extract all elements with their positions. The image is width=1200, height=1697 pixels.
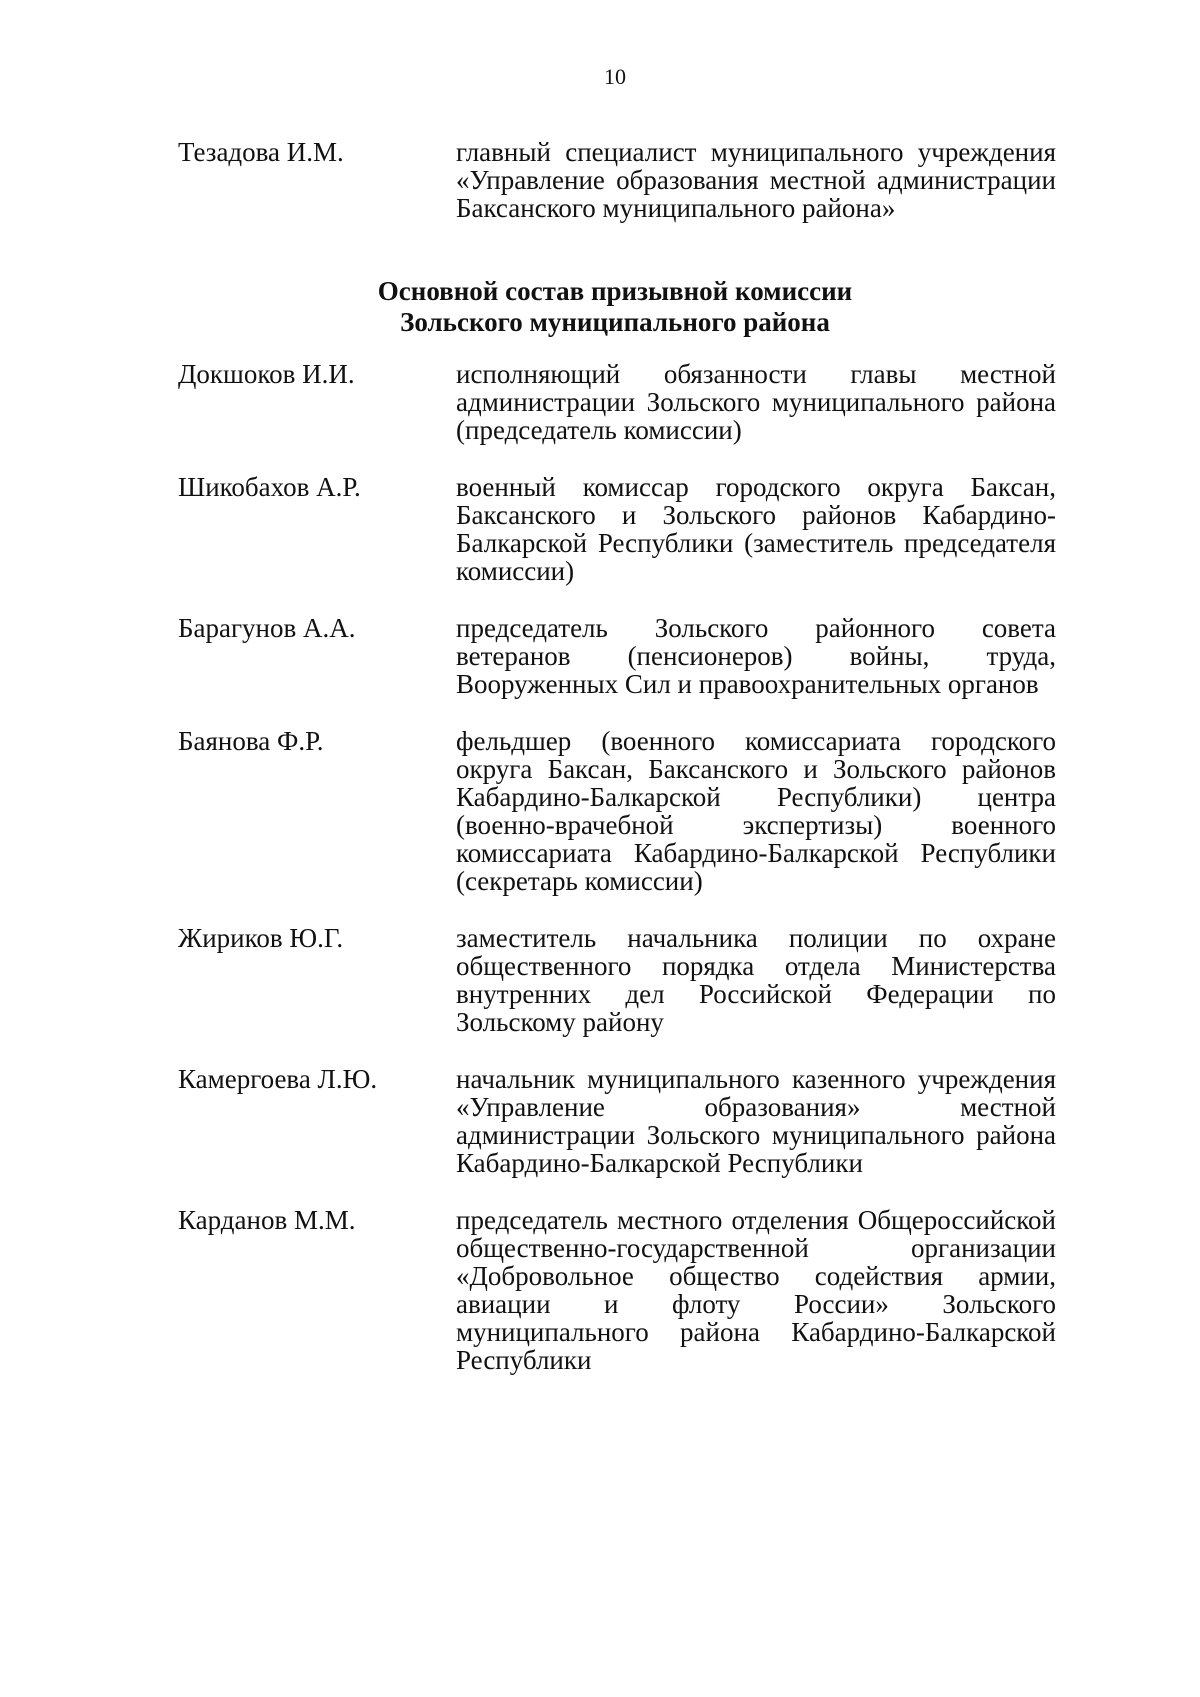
member-name: Барагунов А.А. [178,613,356,643]
member-name: Тезадова И.М. [178,137,344,167]
section-title [0,276,1200,338]
member-role: главный специалист муниципального учреждения «Управление образования местной администрации Баксанского муниципального района» [456,137,1056,223]
member-name: Шикобахов А.Р. [178,472,361,502]
member-role: исполняющий обязанности главы местной администрации Зольского муниципального района (председатель комиссии) [456,359,1056,445]
member-entry [178,727,1056,895]
member-role: фельдшер (военного комиссариата городского округа Баксан, Баксанского и Зольского районов Кабардино-Балкарской Республики) центра (военно-врачебной экспертизы) военного комиссариата Кабардино-Балкарской Республики (секретарь комиссии) [456,726,1056,896]
member-entry [178,614,1056,698]
member-role: начальник муниципального казенного учреждения «Управление образования» местной администрации Зольского муниципального района Кабардино-Балкарской Республики [456,1064,1056,1178]
member-role: военный комиссар городского округа Баксан, Баксанского и Зольского районов Кабардино-Балкарской Республики (заместитель председателя комиссии) [456,472,1056,586]
section-title-line-1: Основной состав призывной комиссии [377,276,853,306]
member-role: председатель Зольского районного совета ветеранов (пенсионеров) войны, труда, Вооруженных Сил и правоохранительных органов [456,613,1056,699]
members-list [178,360,1056,1403]
member-name: Камергоева Л.Ю. [178,1064,378,1094]
section-title-line-2: Зольского муниципального района [400,307,830,337]
page-number: 10 [604,64,626,89]
member-name: Докшоков И.И. [178,359,355,389]
member-name: Жириков Ю.Г. [178,923,344,953]
member-role: председатель местного отделения Общероссийской общественно-государственной организации «Добровольное общество содействия армии, авиации и флоту России» Зольского муниципального района Кабардино-Балкарской Республики [456,1205,1056,1375]
member-entry [178,360,1056,444]
member-name: Карданов М.М. [178,1205,356,1235]
member-role: заместитель начальника полиции по охране общественного порядка отдела Министерства внутренних дел Российской Федерации по Зольскому району [456,923,1056,1037]
top-entry [178,138,1056,222]
member-entry [178,1065,1056,1177]
member-entry [178,924,1056,1036]
member-entry [178,1206,1056,1374]
member-entry [178,473,1056,585]
member-name: Баянова Ф.Р. [178,726,324,756]
